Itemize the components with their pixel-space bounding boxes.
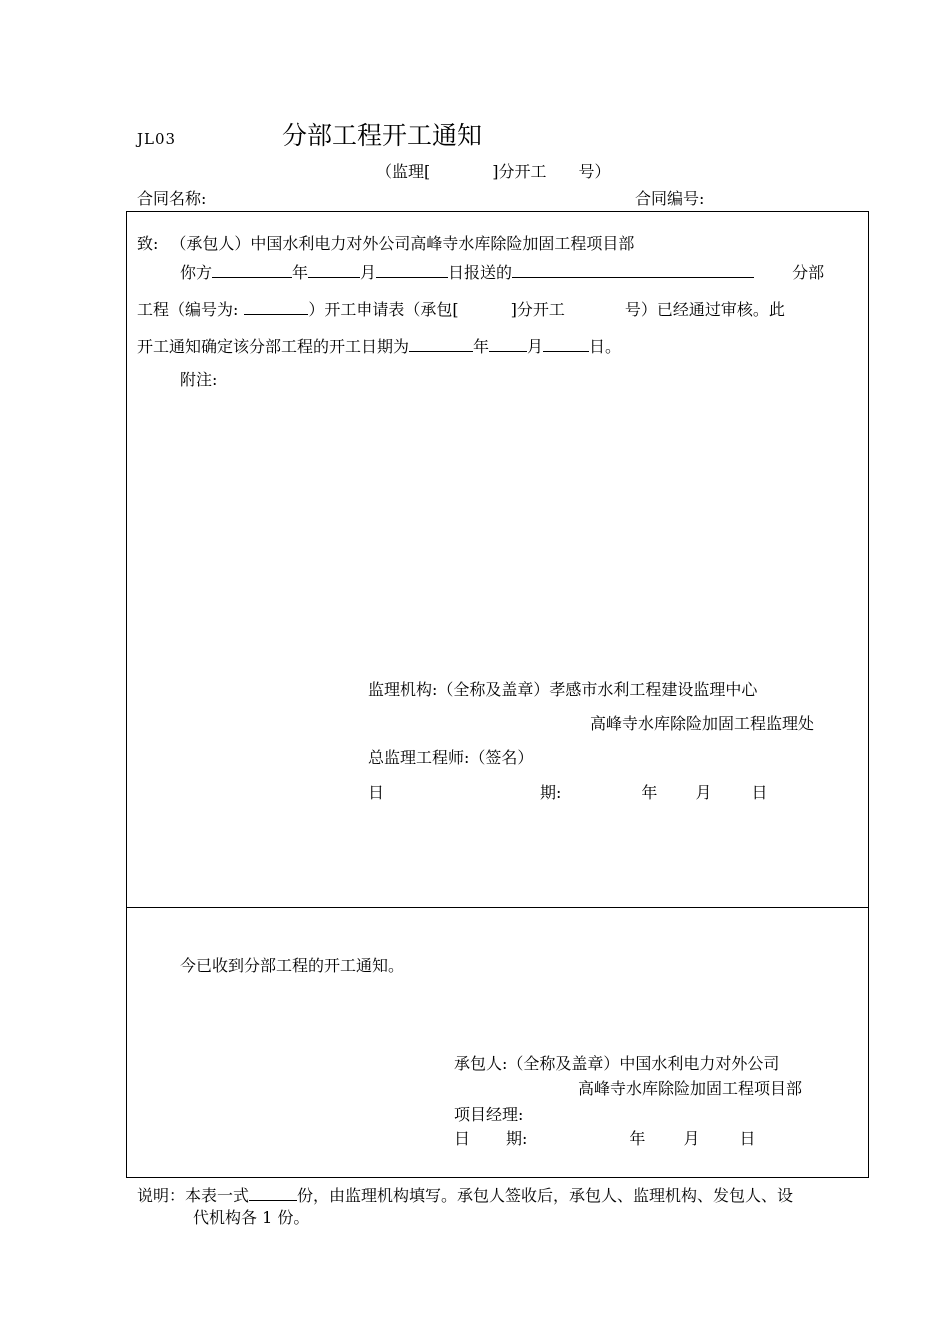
contract-name-label: 合同名称: [137,189,207,208]
receipt-year: 年 [629,1129,646,1148]
blank-submit-day [376,263,448,278]
supervisor-year: 年 [641,783,658,802]
addressee: （承包人）中国水利电力对外公司高峰寺水库除险加固工程项目部 [170,234,635,253]
blank-start-day [543,337,589,352]
receipt-date-label-day: 日 [454,1129,471,1148]
supervisor-day: 日 [751,783,768,802]
chief-engineer-label: 总监理工程师:（签名） [368,748,534,767]
receipt-day: 日 [739,1129,756,1148]
text-start-year: 年 [473,337,490,356]
blank-start-year [409,337,473,352]
notice-line-4 [137,337,621,355]
footnote-body: 份，由监理机构填写。承包人签收后，承包人、监理机构、发包人、设 [297,1186,794,1205]
receipt-text: 今已收到分部工程的开工通知。 [180,956,405,975]
section-divider [126,907,869,908]
document-number [376,164,611,180]
contractor-name: 中国水利电力对外公司 [619,1054,780,1073]
receipt-month: 月 [683,1129,700,1148]
number-open: （监理[ [376,162,431,181]
contractor-subname: 高峰寺水库除险加固工程项目部 [578,1079,803,1098]
text-you: 你方 [180,263,213,282]
text-fenbu: 分部 [792,263,825,282]
text-start-date: 开工通知确定该分部工程的开工日期为 [137,337,410,356]
project-manager-label: 项目经理: [454,1105,524,1124]
addressee-line [137,236,634,252]
text-code-label: 工程（编号为: [137,300,239,319]
text-year: 年 [292,263,309,282]
blank-project-name [512,263,754,278]
footnote-prefix: 说明：本表一式 [137,1186,250,1205]
supervisor-org-name: 孝感市水利工程建设监理中心 [549,680,758,699]
blank-copies [249,1186,297,1201]
supervisor-month: 月 [695,783,712,802]
receipt-date-line [454,1131,755,1147]
supervisor-org-label: 监理机构:（全称及盖章） [368,680,550,699]
text-approved: 号）已经通过审核。此 [624,300,785,319]
footnote-line-2: 代机构各 1 份。 [193,1208,310,1227]
text-application: ）开工申请表（承包[ [308,300,459,319]
attachment-label: 附注: [180,370,218,389]
text-fenkaigong: ]分开工 [510,300,565,319]
contractor-label: 承包人:（全称及盖章） [454,1054,620,1073]
text-start-month: 月 [527,337,544,356]
notice-line-3 [137,300,785,318]
text-month: 月 [360,263,377,282]
blank-submit-year [212,263,292,278]
text-day-sent: 日报送的 [448,263,513,282]
supervisor-org-line [368,682,757,698]
supervisor-org-subname: 高峰寺水库除险加固工程监理处 [590,714,815,733]
contractor-line [454,1056,779,1072]
number-close: 号） [578,162,611,181]
text-start-day: 日。 [589,337,622,356]
blank-submit-month [308,263,360,278]
date-label-day: 日 [368,783,385,802]
form-code: JL03 [137,130,177,148]
date-label-period: 期: [540,783,562,802]
footnote-line-1 [137,1186,793,1204]
supervisor-date-line [368,785,767,801]
page-title: 分部工程开工通知 [282,121,483,150]
number-mid: ]分开工 [492,162,547,181]
blank-code [244,300,308,315]
to-label: 致: [137,234,159,253]
contract-number-label: 合同编号: [635,189,705,208]
blank-start-month [489,337,527,352]
receipt-date-label-period: 期: [506,1129,528,1148]
notice-line-2 [180,263,824,281]
